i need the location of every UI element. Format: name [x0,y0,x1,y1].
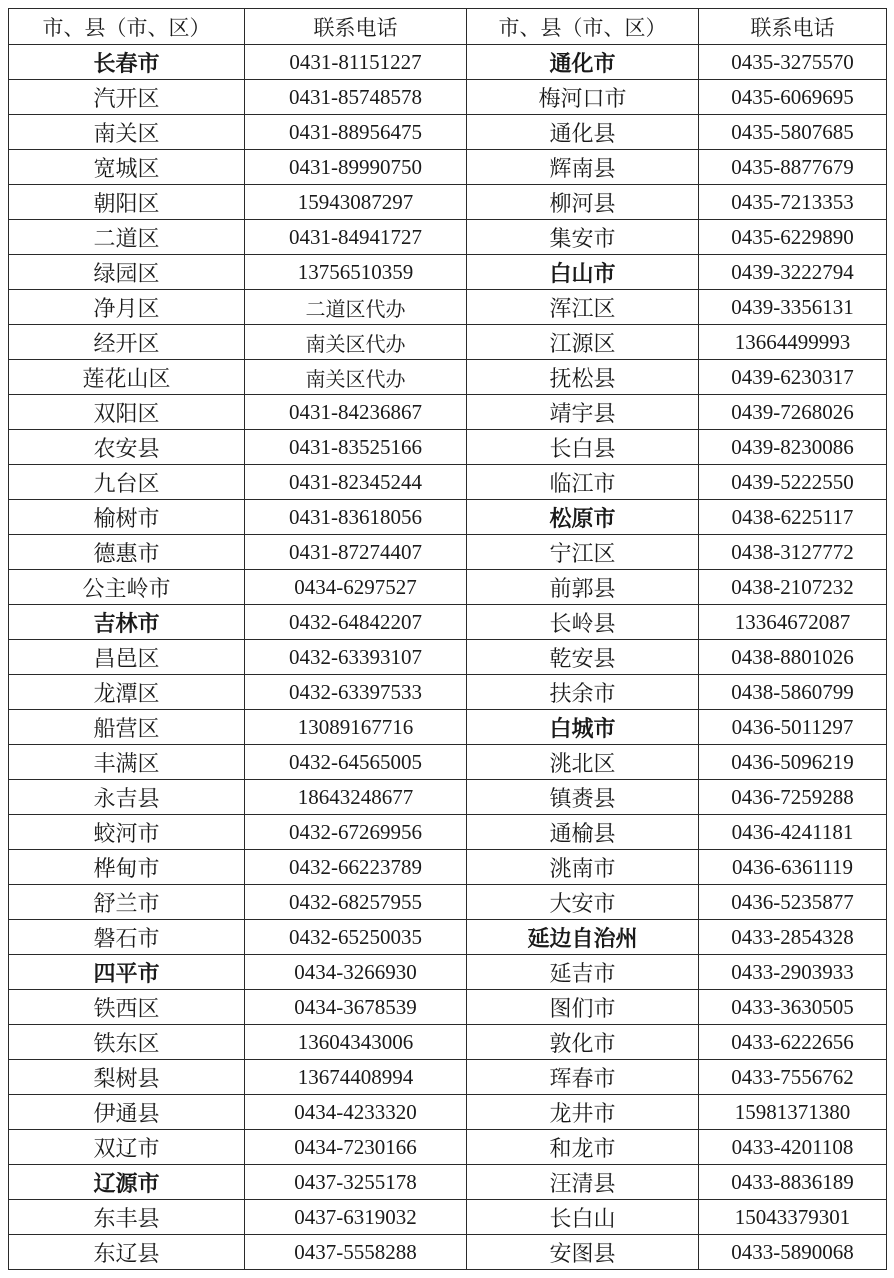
district-name-cell: 扶余市 [467,675,699,710]
district-name-cell: 长岭县 [467,605,699,640]
district-name-cell: 辉南县 [467,150,699,185]
city-name-cell: 长春市 [9,45,245,80]
phone-cell: 0439-3356131 [699,290,887,325]
phone-cell: 15981371380 [699,1095,887,1130]
district-name-cell: 丰满区 [9,745,245,780]
table-row [9,640,887,675]
district-name-cell: 二道区 [9,220,245,255]
phone-cell: 0435-3275570 [699,45,887,80]
phone-cell: 0438-6225117 [699,500,887,535]
table-row [9,290,887,325]
district-name-cell: 龙井市 [467,1095,699,1130]
table-row [9,990,887,1025]
district-name-cell: 南关区 [9,115,245,150]
phone-cell: 0436-7259288 [699,780,887,815]
table-row [9,920,887,955]
header-phone-right: 联系电话 [699,9,887,45]
phone-cell: 13674408994 [245,1060,467,1095]
table-row [9,745,887,780]
header-region-right: 市、县（市、区） [467,9,699,45]
district-name-cell: 船营区 [9,710,245,745]
phone-cell: 0435-7213353 [699,185,887,220]
phone-cell: 0432-64842207 [245,605,467,640]
table-row [9,850,887,885]
district-name-cell: 通榆县 [467,815,699,850]
phone-cell: 二道区代办 [245,290,467,325]
phone-cell: 0434-4233320 [245,1095,467,1130]
phone-cell: 0436-6361119 [699,850,887,885]
table-row [9,885,887,920]
table-row [9,430,887,465]
phone-cell: 0439-5222550 [699,465,887,500]
phone-cell: 南关区代办 [245,360,467,395]
phone-cell: 0432-63393107 [245,640,467,675]
phone-cell: 0434-3266930 [245,955,467,990]
district-name-cell: 蛟河市 [9,815,245,850]
district-name-cell: 莲花山区 [9,360,245,395]
district-name-cell: 汪清县 [467,1165,699,1200]
district-name-cell: 长白县 [467,430,699,465]
table-row [9,815,887,850]
district-name-cell: 延吉市 [467,955,699,990]
phone-cell: 0431-87274407 [245,535,467,570]
district-name-cell: 前郭县 [467,570,699,605]
phone-cell: 0437-3255178 [245,1165,467,1200]
phone-cell: 0437-5558288 [245,1235,467,1270]
city-name-cell: 吉林市 [9,605,245,640]
phone-cell: 15043379301 [699,1200,887,1235]
district-name-cell: 朝阳区 [9,185,245,220]
district-name-cell: 镇赉县 [467,780,699,815]
table-row [9,220,887,255]
phone-cell: 0433-8836189 [699,1165,887,1200]
contact-phone-table [8,8,887,1270]
table-row [9,80,887,115]
header-region-left: 市、县（市、区） [9,9,245,45]
district-name-cell: 长白山 [467,1200,699,1235]
table-row [9,710,887,745]
table-row [9,675,887,710]
district-name-cell: 和龙市 [467,1130,699,1165]
district-name-cell: 昌邑区 [9,640,245,675]
table-row [9,185,887,220]
district-name-cell: 舒兰市 [9,885,245,920]
phone-cell: 0436-5096219 [699,745,887,780]
table-row [9,395,887,430]
phone-cell: 0431-84941727 [245,220,467,255]
phone-cell: 0433-3630505 [699,990,887,1025]
table-row [9,1200,887,1235]
phone-cell: 13364672087 [699,605,887,640]
table-row [9,1165,887,1200]
district-name-cell: 铁东区 [9,1025,245,1060]
phone-cell: 0435-6229890 [699,220,887,255]
phone-cell: 0432-66223789 [245,850,467,885]
district-name-cell: 龙潭区 [9,675,245,710]
phone-cell: 0436-5011297 [699,710,887,745]
table-row [9,325,887,360]
table-row [9,255,887,290]
phone-cell: 0431-83525166 [245,430,467,465]
phone-cell: 0434-7230166 [245,1130,467,1165]
phone-cell: 0433-4201108 [699,1130,887,1165]
phone-cell: 0431-88956475 [245,115,467,150]
district-name-cell: 桦甸市 [9,850,245,885]
phone-cell: 0432-63397533 [245,675,467,710]
district-name-cell: 公主岭市 [9,570,245,605]
table-row [9,780,887,815]
district-name-cell: 浑江区 [467,290,699,325]
district-name-cell: 双阳区 [9,395,245,430]
district-name-cell: 伊通县 [9,1095,245,1130]
district-name-cell: 图们市 [467,990,699,1025]
phone-cell: 0439-7268026 [699,395,887,430]
phone-cell: 0431-83618056 [245,500,467,535]
phone-cell: 0436-5235877 [699,885,887,920]
phone-cell: 0433-7556762 [699,1060,887,1095]
phone-cell: 0439-3222794 [699,255,887,290]
table-row [9,535,887,570]
city-name-cell: 松原市 [467,500,699,535]
phone-cell: 13089167716 [245,710,467,745]
district-name-cell: 净月区 [9,290,245,325]
district-name-cell: 珲春市 [467,1060,699,1095]
phone-cell: 0431-84236867 [245,395,467,430]
district-name-cell: 宁江区 [467,535,699,570]
district-name-cell: 临江市 [467,465,699,500]
table-row [9,1025,887,1060]
phone-cell: 0438-2107232 [699,570,887,605]
phone-cell: 0438-5860799 [699,675,887,710]
table-row [9,605,887,640]
phone-cell: 0431-82345244 [245,465,467,500]
table-row [9,45,887,80]
city-name-cell: 白城市 [467,710,699,745]
district-name-cell: 绿园区 [9,255,245,290]
district-name-cell: 磐石市 [9,920,245,955]
table-body [9,45,887,1270]
phone-cell: 0432-65250035 [245,920,467,955]
city-name-cell: 延边自治州 [467,920,699,955]
phone-cell: 0435-5807685 [699,115,887,150]
phone-cell: 18643248677 [245,780,467,815]
phone-cell: 0439-8230086 [699,430,887,465]
phone-cell: 13664499993 [699,325,887,360]
phone-cell: 0435-8877679 [699,150,887,185]
district-name-cell: 榆树市 [9,500,245,535]
phone-cell: 0433-2903933 [699,955,887,990]
phone-cell: 0432-64565005 [245,745,467,780]
district-name-cell: 东辽县 [9,1235,245,1270]
district-name-cell: 通化县 [467,115,699,150]
district-name-cell: 汽开区 [9,80,245,115]
phone-cell: 0431-81151227 [245,45,467,80]
district-name-cell: 东丰县 [9,1200,245,1235]
district-name-cell: 铁西区 [9,990,245,1025]
table-row [9,465,887,500]
district-name-cell: 经开区 [9,325,245,360]
table-row [9,1130,887,1165]
district-name-cell: 德惠市 [9,535,245,570]
header-phone-left: 联系电话 [245,9,467,45]
city-name-cell: 通化市 [467,45,699,80]
district-name-cell: 江源区 [467,325,699,360]
city-name-cell: 白山市 [467,255,699,290]
table-row [9,500,887,535]
district-name-cell: 永吉县 [9,780,245,815]
phone-cell: 0433-2854328 [699,920,887,955]
phone-cell: 0437-6319032 [245,1200,467,1235]
district-name-cell: 敦化市 [467,1025,699,1060]
phone-cell: 0433-5890068 [699,1235,887,1270]
phone-cell: 13604343006 [245,1025,467,1060]
contact-table-frame [8,8,886,1270]
district-name-cell: 安图县 [467,1235,699,1270]
district-name-cell: 宽城区 [9,150,245,185]
table-header-row [9,9,887,45]
district-name-cell: 靖宇县 [467,395,699,430]
phone-cell: 0432-68257955 [245,885,467,920]
district-name-cell: 农安县 [9,430,245,465]
phone-cell: 0438-8801026 [699,640,887,675]
phone-cell: 0431-85748578 [245,80,467,115]
district-name-cell: 抚松县 [467,360,699,395]
table-row [9,1235,887,1270]
phone-cell: 0438-3127772 [699,535,887,570]
city-name-cell: 四平市 [9,955,245,990]
phone-cell: 0431-89990750 [245,150,467,185]
district-name-cell: 柳河县 [467,185,699,220]
table-row [9,150,887,185]
district-name-cell: 大安市 [467,885,699,920]
phone-cell: 0433-6222656 [699,1025,887,1060]
table-row [9,955,887,990]
phone-cell: 0432-67269956 [245,815,467,850]
table-row [9,115,887,150]
phone-cell: 15943087297 [245,185,467,220]
phone-cell: 0436-4241181 [699,815,887,850]
phone-cell: 南关区代办 [245,325,467,360]
phone-cell: 0435-6069695 [699,80,887,115]
district-name-cell: 洮北区 [467,745,699,780]
district-name-cell: 洮南市 [467,850,699,885]
table-row [9,570,887,605]
phone-cell: 0439-6230317 [699,360,887,395]
district-name-cell: 双辽市 [9,1130,245,1165]
phone-cell: 0434-6297527 [245,570,467,605]
phone-cell: 13756510359 [245,255,467,290]
district-name-cell: 集安市 [467,220,699,255]
district-name-cell: 梨树县 [9,1060,245,1095]
table-row [9,1095,887,1130]
district-name-cell: 梅河口市 [467,80,699,115]
district-name-cell: 乾安县 [467,640,699,675]
phone-cell: 0434-3678539 [245,990,467,1025]
district-name-cell: 九台区 [9,465,245,500]
table-row [9,1060,887,1095]
city-name-cell: 辽源市 [9,1165,245,1200]
table-row [9,360,887,395]
